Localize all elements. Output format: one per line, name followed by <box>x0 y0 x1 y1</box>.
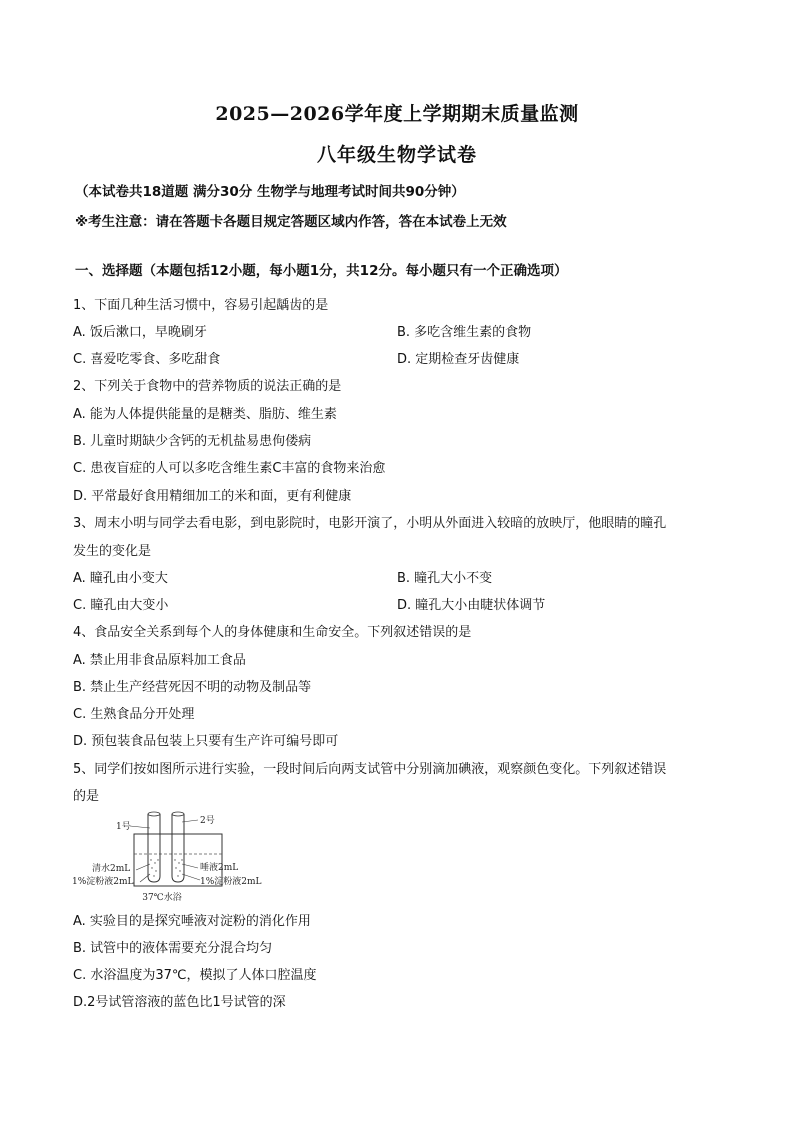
tube-2-label: 2号 <box>200 816 215 826</box>
question-4-option-b: B. 禁止生产经营死因不明的动物及制品等 <box>73 680 312 695</box>
exam-subtitle: 八年级生物学试卷 <box>316 144 477 166</box>
question-1-option-d: D. 定期检查牙齿健康 <box>397 352 520 367</box>
tube-2-rim <box>172 812 184 816</box>
exam-title: 2025—2026学年度上学期期末质量监测 <box>215 103 579 125</box>
question-3-stem: 3、周末小明与同学去看电影，到电影院时，电影开演了，小明从外面进入较暗的放映厅，他眼睛的瞳孔 <box>73 516 667 531</box>
question-1-option-c: C. 喜爱吃零食、多吃甜食 <box>73 352 221 367</box>
tube-2 <box>172 814 184 882</box>
tube-1-leader <box>130 826 150 828</box>
exam-info: （本试卷共18道题 满分30分 生物学与地理考试时间共90分钟） <box>75 184 465 200</box>
question-2-stem: 2、下列关于食物中的营养物质的说法正确的是 <box>73 379 342 394</box>
exam-notice: ※考生注意：请在答题卡各题目规定答题区域内作答，答在本试卷上无效 <box>75 214 507 230</box>
section-heading: 一、选择题（本题包括12小题，每小题1分，共12分。每小题只有一个正确选项） <box>75 263 568 279</box>
question-1-option-a: A. 饭后漱口，早晚刷牙 <box>73 325 207 340</box>
tube-liquid-dots <box>150 859 182 876</box>
question-4-option-d: D. 预包装食品包装上只要有生产许可编号即可 <box>73 734 339 749</box>
right-leader-2 <box>182 874 200 880</box>
right-label-saliva: 唾液2mL <box>200 863 239 873</box>
question-2-option-a: A. 能为人体提供能量的是糖类、脂肪、维生素 <box>73 407 337 422</box>
tube-1-rim <box>148 812 160 816</box>
question-3-option-d: D. 瞳孔大小由睫状体调节 <box>397 598 546 613</box>
tube-1-label: 1号 <box>116 822 131 832</box>
tube-1 <box>148 814 160 882</box>
left-label-starch: 1%淀粉液2mL <box>72 877 134 887</box>
question-2-option-c: C. 患夜盲症的人可以多吃含维生素C丰富的食物来治愈 <box>73 461 386 476</box>
question-3-stem-cont: 发生的变化是 <box>73 544 152 559</box>
question-5-option-a: A. 实验目的是探究唾液对淀粉的消化作用 <box>73 914 311 929</box>
question-5-option-b: B. 试管中的液体需要充分混合均匀 <box>73 941 273 956</box>
question-2-option-b: B. 儿童时期缺少含钙的无机盐易患佝偻病 <box>73 434 312 449</box>
question-2-option-d: D. 平常最好食用精细加工的米和面，更有利健康 <box>73 489 352 504</box>
question-4-option-a: A. 禁止用非食品原料加工食品 <box>73 653 246 668</box>
water-bath-label: 37℃水浴 <box>142 893 182 903</box>
question-5-stem: 5、同学们按如图所示进行实验，一段时间后向两支试管中分别滴加碘液，观察颜色变化。下列叙述错误 <box>73 762 667 777</box>
question-1-stem: 1、下面几种生活习惯中，容易引起龋齿的是 <box>73 298 329 313</box>
question-1-option-b: B. 多吃含维生素的食物 <box>397 325 532 340</box>
question-4-stem: 4、食品安全关系到每个人的身体健康和生命安全。下列叙述错误的是 <box>73 625 472 640</box>
right-label-starch: 1%淀粉液2mL <box>200 877 262 887</box>
question-5-stem-cont: 的是 <box>73 789 100 804</box>
question-5-option-c: C. 水浴温度为37℃，模拟了人体口腔温度 <box>73 968 317 983</box>
left-label-water: 清水2mL <box>92 864 131 874</box>
question-3-option-a: A. 瞳孔由小变大 <box>73 571 168 586</box>
question-5-option-d: D.2号试管溶液的蓝色比1号试管的深 <box>73 995 286 1010</box>
experiment-figure <box>70 808 270 908</box>
question-3-option-b: B. 瞳孔大小不变 <box>397 571 493 586</box>
question-4-option-c: C. 生熟食品分开处理 <box>73 707 195 722</box>
question-3-option-c: C. 瞳孔由大变小 <box>73 598 169 613</box>
